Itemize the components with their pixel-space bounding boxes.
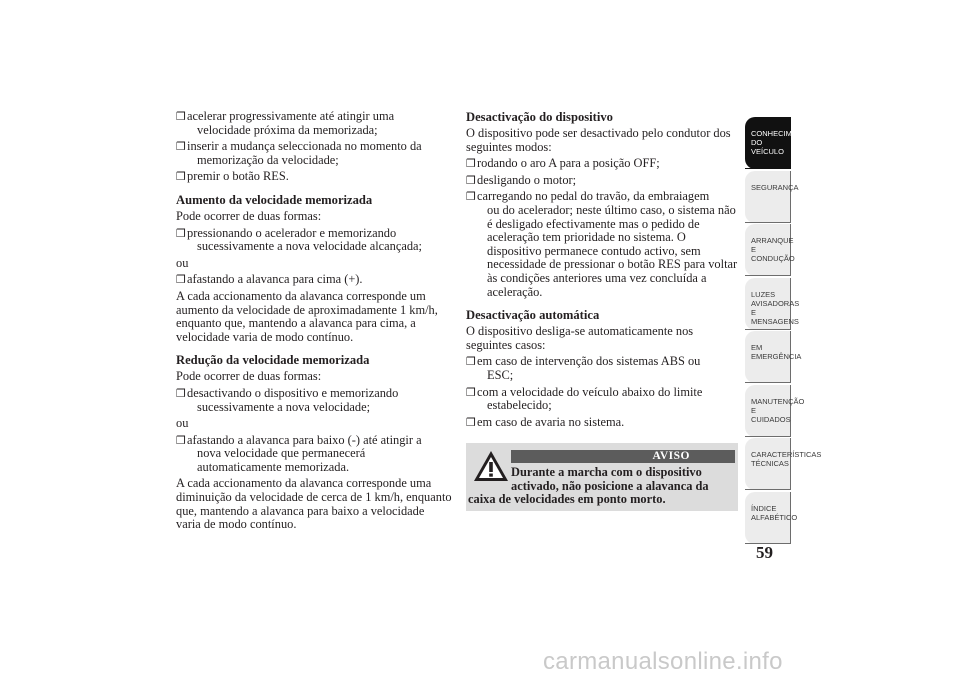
paragraph: O dispositivo pode ser desactivado pelo condutor dos seguintes modos: — [466, 126, 731, 154]
paragraph: A cada accionamento da alavanca corresponde uma diminuição da velocidade de cerca de 1 km/h, enquanto que, mantendo a alavanca para baixo a velocidade varia de modo contínuo. — [176, 476, 452, 532]
list-item: ❒ desligando o motor; — [466, 172, 577, 187]
checkbox-bullet-icon: ❒ — [176, 140, 186, 154]
paragraph: ou — [176, 255, 189, 270]
warning-label: AVISO — [511, 450, 735, 463]
tab-manutencao-e-cuidados[interactable]: MANUTENÇÃO E CUIDADOS — [745, 385, 791, 437]
section-heading: Aumento da velocidade memorizada — [176, 192, 373, 207]
tab-conhecimento-do-veiculo[interactable]: CONHECIMENTO DO VEÍCULO — [745, 117, 791, 169]
checkbox-bullet-icon: ❒ — [176, 386, 186, 400]
list-item: ❒ premir o botão RES. — [176, 169, 289, 184]
checkbox-bullet-icon: ❒ — [466, 385, 476, 399]
paragraph: A cada accionamento da alavanca corresponde um aumento da velocidade de aproximadamente 1 km/h, enquanto que, mantendo a alavanca para cima, a velocidade varia de modo contínuo. — [176, 288, 438, 344]
warning-text: Durante a marcha com o dispositivo activado, não posicione a alavanca da caixa de velocidades em ponto morto. — [468, 465, 709, 507]
paragraph: Pode ocorrer de duas formas: — [176, 369, 322, 384]
paragraph: Pode ocorrer de duas formas: — [176, 208, 322, 223]
tab-luzes-avisadoras[interactable]: LUZES AVISADORAS E MENSAGENS — [745, 278, 791, 330]
chapter-tabs — [745, 117, 822, 545]
list-item: ❒ rodando o aro A para a posição OFF; — [466, 156, 660, 171]
tab-arranque-e-conducao[interactable]: ARRANQUE E CONDUÇÃO — [745, 224, 791, 276]
watermark: carmanualsonline.info — [543, 648, 783, 675]
warning-box — [466, 443, 738, 511]
tab-caracteristicas-tecnicas[interactable]: CARACTERÍSTICAS TÉCNICAS — [745, 438, 791, 490]
page-number: 59 — [756, 543, 773, 562]
list-item: ❒ em caso de avaria no sistema. — [466, 414, 625, 429]
section-heading: Desactivação do dispositivo — [466, 110, 613, 124]
list-item: ❒ acelerar progressivamente até atingir uma velocidade próxima da memorizada; — [176, 109, 395, 137]
list-item: ❒ inserir a mudança seleccionada no momento da memorização da velocidade; — [176, 139, 422, 167]
left-column — [176, 110, 452, 535]
checkbox-bullet-icon: ❒ — [466, 190, 476, 204]
list-item: ❒ desactivando o dispositivo e memorizando sucessivamente a nova velocidade; — [176, 385, 399, 414]
checkbox-bullet-icon: ❒ — [176, 110, 186, 123]
section-heading: Desactivação automática — [466, 308, 600, 323]
checkbox-bullet-icon: ❒ — [466, 355, 476, 369]
right-column — [466, 110, 738, 511]
list-item: ❒ carregando no pedal do travão, da embraiagem ou do acelerador; neste último caso, o sistema não é desligado efectivamente mas o pedido de aceleração tem prioridade no sistema. O dispositivo permanece contudo activo, sem necessidade de pressionar o botão RES para voltar às condições anteriores uma vez concluída a aceleração. — [466, 189, 738, 299]
paragraph: O dispositivo desliga-se automaticamente nos seguintes casos: — [466, 324, 694, 352]
tab-seguranca[interactable]: SEGURANÇA — [745, 171, 791, 223]
list-item: ❒ em caso de intervenção dos sistemas ABS ou ESC; — [466, 354, 701, 382]
list-item: ❒ afastando a alavanca para cima (+). — [176, 272, 363, 287]
checkbox-bullet-icon: ❒ — [176, 273, 186, 287]
list-item: ❒ com a velocidade do veículo abaixo do limite estabelecido; — [466, 384, 703, 413]
checkbox-bullet-icon: ❒ — [466, 415, 476, 429]
checkbox-bullet-icon: ❒ — [466, 173, 476, 187]
paragraph: ou — [176, 416, 189, 431]
checkbox-bullet-icon: ❒ — [176, 170, 186, 184]
list-item: ❒ afastando a alavanca para baixo (-) até atingir a nova velocidade que permanecerá automaticamente memorizada. — [176, 432, 422, 474]
tab-em-emergencia[interactable]: EM EMERGÊNCIA — [745, 331, 791, 383]
checkbox-bullet-icon: ❒ — [176, 433, 186, 447]
list-item: ❒ pressionando o acelerador e memorizando sucessivamente a nova velocidade alcançada; — [176, 225, 422, 254]
tab-indice-alfabetico[interactable]: ÍNDICE ALFABÉTICO — [745, 492, 791, 544]
section-heading: Redução da velocidade memorizada — [176, 353, 370, 368]
checkbox-bullet-icon: ❒ — [466, 157, 476, 171]
checkbox-bullet-icon: ❒ — [176, 226, 186, 240]
